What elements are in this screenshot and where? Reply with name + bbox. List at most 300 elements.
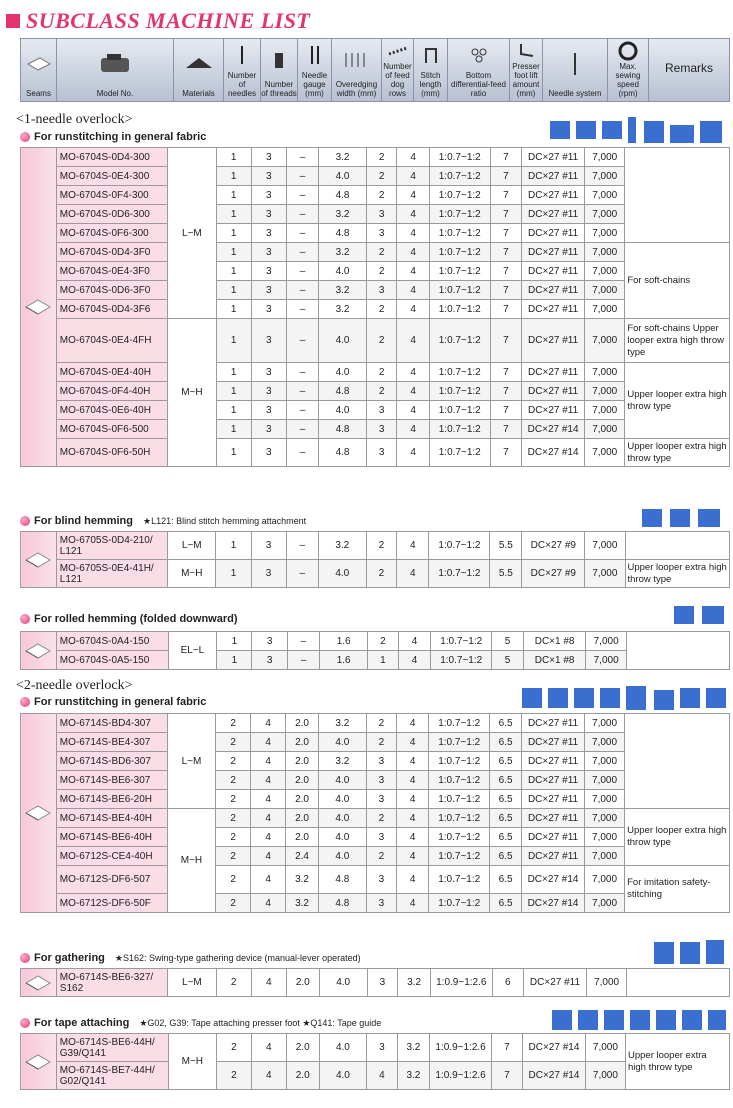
model-cell: MO-6705S-0E4-41H/ L121 — [56, 560, 167, 588]
table-cell: 7,000 — [585, 205, 625, 224]
table-cell: 3 — [251, 439, 286, 467]
table-cell: 2 — [216, 1062, 251, 1090]
table-cell: 1:0.7~1:2 — [429, 809, 490, 828]
seam-icon — [24, 641, 52, 661]
garment-icons-5 — [652, 938, 728, 966]
table-cell: 3.2 — [319, 300, 367, 319]
table-header — [20, 38, 730, 102]
table-cell: 7 — [490, 300, 521, 319]
table-cell: 3 — [366, 420, 396, 439]
thread-icon — [272, 50, 286, 70]
model-cell: MO-6704S-0E4-300 — [56, 167, 167, 186]
table-cell: 4 — [397, 186, 429, 205]
seam-diagram — [21, 714, 57, 913]
table-cell: 1:0.9~1:2.6 — [430, 1034, 491, 1062]
table-cell: 7 — [490, 439, 521, 467]
garment-icon — [640, 505, 725, 529]
materials-cell: M~H — [168, 319, 216, 467]
table-cell: 2 — [216, 752, 251, 771]
table-cell: DC×27 #11 — [522, 363, 585, 382]
table-cell: 1 — [368, 651, 399, 670]
table-cell: DC×27 #11 — [522, 828, 585, 847]
table-row — [21, 363, 730, 382]
table-cell: 7,000 — [585, 439, 625, 467]
table-cell: 7,000 — [585, 1062, 625, 1090]
table-cell: 4.8 — [319, 382, 367, 401]
table-cell: 1:0.7~1:2 — [429, 420, 490, 439]
table-row — [21, 167, 730, 186]
table-row — [21, 651, 730, 670]
table-cell: 4 — [397, 401, 429, 420]
table-row — [21, 1034, 730, 1062]
table-cell: 1:0.7~1:2 — [429, 439, 490, 467]
model-cell: MO-6704S-0E4-4FH — [56, 319, 167, 363]
table-cell: 7 — [490, 224, 521, 243]
table-row — [21, 847, 730, 866]
table-cell: 1:0.7~1:2 — [429, 300, 490, 319]
subsection-rolled-hemming: For rolled hemming (folded downward) — [20, 613, 238, 625]
header-feeddog: Number of feed dog rows — [382, 39, 414, 101]
remarks-cell: Upper looper extra high throw type — [625, 439, 730, 467]
table-cell: 1 — [216, 382, 251, 401]
table-cell: 1:0.7~1:2 — [429, 319, 490, 363]
garment-icon — [652, 938, 728, 966]
table-cell: 6.5 — [490, 714, 522, 733]
table-cell: 4 — [251, 847, 286, 866]
table-cell: 1:0.7~1:2 — [429, 148, 490, 167]
table-cell: – — [286, 205, 318, 224]
table-cell: 3 — [251, 224, 286, 243]
table-cell: 7,000 — [584, 894, 624, 913]
table-cell: 7,000 — [584, 752, 624, 771]
table-cell: 4 — [397, 382, 429, 401]
table-cell: 4.0 — [319, 167, 367, 186]
table-cell: 7,000 — [585, 363, 625, 382]
table-cell: DC×27 #11 — [522, 847, 585, 866]
table-cell: 5.5 — [490, 560, 522, 588]
remarks-cell — [626, 632, 729, 670]
table-2-needle-runstitch — [20, 713, 730, 913]
table-cell: 4 — [397, 714, 429, 733]
table-cell: 6.5 — [490, 894, 522, 913]
table-cell: 3 — [251, 148, 286, 167]
table-cell: 4.0 — [319, 1062, 367, 1090]
section-2-needle: <2-needle overlock> — [16, 678, 133, 693]
header-needles: Number of needles — [224, 39, 261, 101]
model-cell: MO-6704S-0A4-150 — [56, 632, 168, 651]
seam-icon — [24, 550, 52, 570]
table-cell: DC×27 #14 — [523, 1034, 586, 1062]
gauge-icon — [308, 45, 322, 65]
table-row — [21, 382, 730, 401]
table-cell: 3.2 — [397, 1034, 430, 1062]
table-cell: 1 — [216, 148, 251, 167]
machine-icon — [95, 52, 135, 76]
table-cell: – — [286, 401, 318, 420]
table-cell: 2.0 — [286, 771, 319, 790]
table-cell: 2.0 — [286, 790, 319, 809]
seam-diagram — [21, 148, 57, 467]
table-cell: 1:0.9~1:2.6 — [430, 1062, 491, 1090]
table-cell: DC×27 #11 — [522, 148, 585, 167]
table-cell: 1:0.7~1:2 — [429, 894, 490, 913]
table-cell: 4 — [397, 532, 429, 560]
table-cell: – — [286, 243, 318, 262]
header-seams: Seams — [21, 39, 57, 101]
remarks-cell: Upper looper extra high throw type — [625, 363, 730, 439]
table-cell: 7 — [490, 319, 521, 363]
table-cell: 2 — [216, 1034, 251, 1062]
table-cell: 3 — [251, 420, 286, 439]
table-cell: 1:0.7~1:2 — [429, 167, 490, 186]
model-cell: MO-6714S-BE4-40H — [56, 809, 167, 828]
table-cell: DC×27 #11 — [522, 809, 585, 828]
table-cell: 4.0 — [318, 790, 366, 809]
model-cell: MO-6704S-0F6-500 — [56, 420, 167, 439]
garment-icons-4 — [520, 682, 730, 712]
model-cell: MO-6704S-0E4-40H — [56, 363, 167, 382]
table-cell: 2 — [366, 847, 396, 866]
table-cell: 1:0.7~1:2 — [431, 651, 492, 670]
table-cell: 1 — [217, 651, 252, 670]
materials-cell: M~H — [168, 1034, 216, 1090]
presser-icon — [517, 42, 535, 60]
table-cell: 1:0.7~1:2 — [429, 382, 490, 401]
table-cell: 3 — [251, 300, 286, 319]
table-cell: 2.0 — [286, 1062, 319, 1090]
table-cell: 2 — [366, 300, 396, 319]
table-cell: 7,000 — [584, 847, 624, 866]
model-cell: MO-6714S-BE6-327/ S162 — [56, 969, 168, 997]
table-cell: 1.6 — [320, 651, 368, 670]
table-cell: 2 — [366, 382, 396, 401]
table-row — [21, 1062, 730, 1090]
table-cell: 4 — [397, 752, 429, 771]
table-cell: 4.8 — [319, 439, 367, 467]
table-cell: 4 — [397, 300, 429, 319]
table-cell: 3 — [366, 439, 396, 467]
table-cell: 7,000 — [584, 828, 624, 847]
table-cell: DC×27 #11 — [522, 281, 585, 300]
table-cell: 3.2 — [397, 1062, 430, 1090]
table-cell: 3 — [251, 205, 286, 224]
table-cell: 7,000 — [584, 733, 624, 752]
remarks-cell — [625, 148, 730, 243]
table-cell: 7 — [490, 401, 521, 420]
garment-icons-3 — [672, 604, 727, 626]
table-cell: 4 — [251, 733, 286, 752]
table-cell: DC×27 #11 — [522, 733, 585, 752]
remarks-cell: For imitation safety-stitching — [625, 866, 730, 913]
table-cell: 1:0.7~1:2 — [429, 847, 490, 866]
table-cell: 3.2 — [319, 205, 367, 224]
model-cell: MO-6714S-BE6-307 — [56, 771, 167, 790]
header-stitch: Stitch length (mm) — [414, 39, 448, 101]
model-cell: MO-6704S-0D4-3F0 — [56, 243, 167, 262]
table-cell: DC×27 #11 — [522, 714, 585, 733]
table-cell: DC×27 #9 — [522, 532, 585, 560]
table-cell: 4.0 — [319, 1034, 367, 1062]
table-cell: 7 — [490, 167, 521, 186]
table-row — [21, 733, 730, 752]
table-cell: 3 — [366, 771, 396, 790]
model-cell: MO-6714S-BE6-40H — [56, 828, 167, 847]
table-cell: 4 — [397, 148, 429, 167]
table-cell: 4 — [397, 243, 429, 262]
table-cell: 6.5 — [490, 790, 522, 809]
header-remarks: Remarks — [664, 61, 713, 75]
table-cell: 1:0.7~1:2 — [431, 632, 492, 651]
table-cell: 4 — [397, 894, 429, 913]
table-cell: 1 — [216, 560, 251, 588]
table-cell: 4.0 — [319, 401, 367, 420]
table-row — [21, 809, 730, 828]
table-cell: 2 — [366, 363, 396, 382]
table-cell: 4 — [397, 790, 429, 809]
table-cell: 3 — [251, 262, 286, 281]
table-row — [21, 319, 730, 363]
table-cell: DC×27 #11 — [523, 969, 586, 997]
table-cell: – — [287, 632, 319, 651]
seam-diagram — [21, 969, 57, 997]
table-cell: 3 — [366, 205, 396, 224]
needle-system-icon — [568, 52, 582, 76]
table-cell: 3.2 — [319, 281, 367, 300]
table-cell: 2 — [216, 866, 251, 894]
table-cell: 4.8 — [319, 420, 367, 439]
table-cell: 1 — [216, 186, 251, 205]
table-cell: 2 — [216, 771, 251, 790]
model-cell: MO-6704S-0D4-3F6 — [56, 300, 167, 319]
table-cell: 1 — [216, 439, 251, 467]
table-cell: 1:0.7~1:2 — [429, 733, 490, 752]
table-cell: 4 — [397, 828, 429, 847]
table-cell: 7,000 — [585, 224, 625, 243]
table-cell: 6 — [492, 969, 523, 997]
table-cell: 7,000 — [585, 243, 625, 262]
table-cell: – — [286, 363, 318, 382]
table-cell: 7,000 — [585, 186, 625, 205]
table-cell: 2 — [366, 733, 396, 752]
table-cell: 7,000 — [584, 809, 624, 828]
table-cell: 3 — [252, 632, 287, 651]
table-cell: 4 — [397, 363, 429, 382]
table-cell: 7,000 — [586, 632, 626, 651]
table-row — [21, 790, 730, 809]
model-cell: MO-6704S-0D6-3F0 — [56, 281, 167, 300]
table-cell: – — [287, 651, 319, 670]
header-presser: Presser foot lift amount (mm) — [510, 39, 543, 101]
table-cell: 3 — [366, 401, 396, 420]
table-row — [21, 560, 730, 588]
table-cell: 7 — [490, 186, 521, 205]
table-cell: 4 — [251, 866, 286, 894]
table-cell: 4.8 — [319, 186, 367, 205]
table-cell: 1:0.7~1:2 — [429, 532, 490, 560]
table-cell: DC×27 #11 — [522, 224, 585, 243]
table-cell: 3.2 — [318, 532, 366, 560]
table-cell: 3 — [366, 281, 396, 300]
table-cell: 3 — [366, 866, 396, 894]
table-row — [21, 262, 730, 281]
table-cell: 7 — [490, 382, 521, 401]
table-cell: 2.0 — [286, 1034, 319, 1062]
table-cell: 3 — [366, 752, 396, 771]
table-cell: 4 — [398, 632, 430, 651]
table-cell: 1 — [217, 632, 252, 651]
table-cell: 2 — [366, 148, 396, 167]
header-threads: Number of threads — [261, 39, 298, 101]
table-row — [21, 969, 730, 997]
table-cell: 7,000 — [585, 532, 625, 560]
table-cell: 2 — [366, 714, 396, 733]
table-cell: 7,000 — [585, 319, 625, 363]
table-1-needle-runstitch — [20, 147, 730, 467]
table-cell: 1:0.7~1:2 — [429, 771, 490, 790]
table-row — [21, 752, 730, 771]
table-cell: 1 — [216, 532, 251, 560]
table-cell: 1.6 — [320, 632, 368, 651]
table-cell: 6.5 — [490, 866, 522, 894]
table-cell: – — [286, 224, 318, 243]
table-cell: 3 — [251, 382, 286, 401]
title-square-icon — [6, 14, 20, 28]
table-cell: 1:0.7~1:2 — [429, 224, 490, 243]
garment-icon — [520, 682, 730, 712]
table-row — [21, 532, 730, 560]
table-cell: 4.0 — [319, 363, 367, 382]
table-cell: 4.0 — [319, 969, 367, 997]
materials-cell: M~H — [168, 560, 216, 588]
table-cell: DC×27 #11 — [522, 401, 585, 420]
table-row — [21, 439, 730, 467]
table-cell: 2 — [368, 632, 399, 651]
garment-icons-6 — [550, 1006, 730, 1032]
seam-icon — [24, 1052, 52, 1072]
table-cell: 4 — [397, 847, 429, 866]
table-cell: DC×27 #14 — [522, 866, 585, 894]
table-cell: 2.0 — [286, 969, 319, 997]
table-cell: 4 — [251, 828, 286, 847]
materials-cell: L~M — [168, 148, 216, 319]
overedge-icon — [343, 50, 371, 70]
table-cell: 5 — [492, 632, 524, 651]
table-cell: DC×27 #11 — [522, 262, 585, 281]
header-model: Model No. — [57, 39, 174, 101]
table-cell: 7,000 — [584, 790, 624, 809]
table-cell: 3.2 — [318, 714, 366, 733]
table-cell: – — [286, 281, 318, 300]
table-cell: 1 — [216, 319, 251, 363]
table-row — [21, 281, 730, 300]
table-cell: 3 — [366, 894, 396, 913]
table-cell: 3 — [366, 224, 396, 243]
subsection-blind-hemming: For blind hemming ★L121: Blind stitch hemming attachment — [20, 515, 306, 527]
table-cell: 4 — [251, 809, 286, 828]
table-cell: 6.5 — [490, 733, 522, 752]
table-cell: 6.5 — [490, 847, 522, 866]
garment-icons-2 — [640, 505, 725, 529]
table-cell: 5 — [492, 651, 524, 670]
table-cell: 4 — [397, 167, 429, 186]
materials-icon — [184, 54, 214, 74]
seam-icon — [24, 803, 52, 823]
table-cell: 2.0 — [286, 809, 319, 828]
header-overedge: Overedging width (mm) — [332, 39, 382, 101]
table-cell: 3 — [252, 651, 287, 670]
speed-icon — [618, 41, 638, 61]
garment-icon — [548, 115, 728, 145]
table-cell: 4 — [397, 262, 429, 281]
table-cell: 4 — [397, 319, 429, 363]
table-cell: – — [286, 167, 318, 186]
materials-cell: L~M — [168, 532, 216, 560]
table-cell: 2.0 — [286, 733, 319, 752]
garment-icon — [672, 604, 727, 626]
table-cell: 5.5 — [490, 532, 522, 560]
table-cell: 4 — [251, 1062, 286, 1090]
table-cell: 7 — [490, 281, 521, 300]
table-cell: 4 — [251, 969, 286, 997]
materials-cell: EL~L — [168, 632, 217, 670]
table-cell: 1 — [216, 401, 251, 420]
table-row — [21, 300, 730, 319]
table-cell: 1:0.7~1:2 — [429, 262, 490, 281]
table-cell: 3.2 — [286, 894, 319, 913]
table-row — [21, 828, 730, 847]
table-cell: DC×27 #14 — [522, 894, 585, 913]
table-cell: 7,000 — [585, 300, 625, 319]
table-cell: 3 — [366, 828, 396, 847]
table-cell: 2 — [216, 733, 251, 752]
table-cell: 4.8 — [319, 224, 367, 243]
table-cell: 3.2 — [318, 752, 366, 771]
model-cell: MO-6714S-BE6-44H/ G39/Q141 — [56, 1034, 168, 1062]
table-cell: 1:0.7~1:2 — [429, 714, 490, 733]
table-cell: – — [286, 262, 318, 281]
table-row — [21, 714, 730, 733]
table-cell: 2.4 — [286, 847, 319, 866]
table-cell: 7,000 — [585, 1034, 625, 1062]
table-cell: 7 — [490, 148, 521, 167]
table-cell: – — [286, 532, 318, 560]
page-title: SUBCLASS MACHINE LIST — [6, 6, 310, 36]
table-cell: 1 — [216, 262, 251, 281]
table-rolled-hemming — [20, 631, 730, 670]
table-cell: 2 — [366, 560, 396, 588]
table-cell: 4 — [251, 714, 286, 733]
model-cell: MO-6704S-0D4-300 — [56, 148, 167, 167]
table-cell: 4.0 — [319, 319, 367, 363]
seam-diagram — [21, 532, 57, 588]
table-cell: 7,000 — [586, 651, 626, 670]
model-cell: MO-6712S-DF6-50F — [56, 894, 167, 913]
table-cell: 4 — [397, 420, 429, 439]
table-cell: 3 — [251, 167, 286, 186]
table-cell: 7,000 — [585, 401, 625, 420]
table-cell: 4.0 — [319, 262, 367, 281]
seam-icon — [24, 973, 52, 993]
table-cell: 4.0 — [318, 828, 366, 847]
table-row — [21, 243, 730, 262]
model-cell: MO-6714S-BD6-307 — [56, 752, 167, 771]
table-cell: 4 — [397, 733, 429, 752]
table-cell: 4.0 — [318, 733, 366, 752]
table-cell: 1:0.9~1:2.6 — [431, 969, 493, 997]
model-cell: MO-6704S-0F6-300 — [56, 224, 167, 243]
table-cell: 7 — [490, 243, 521, 262]
table-cell: – — [286, 382, 318, 401]
